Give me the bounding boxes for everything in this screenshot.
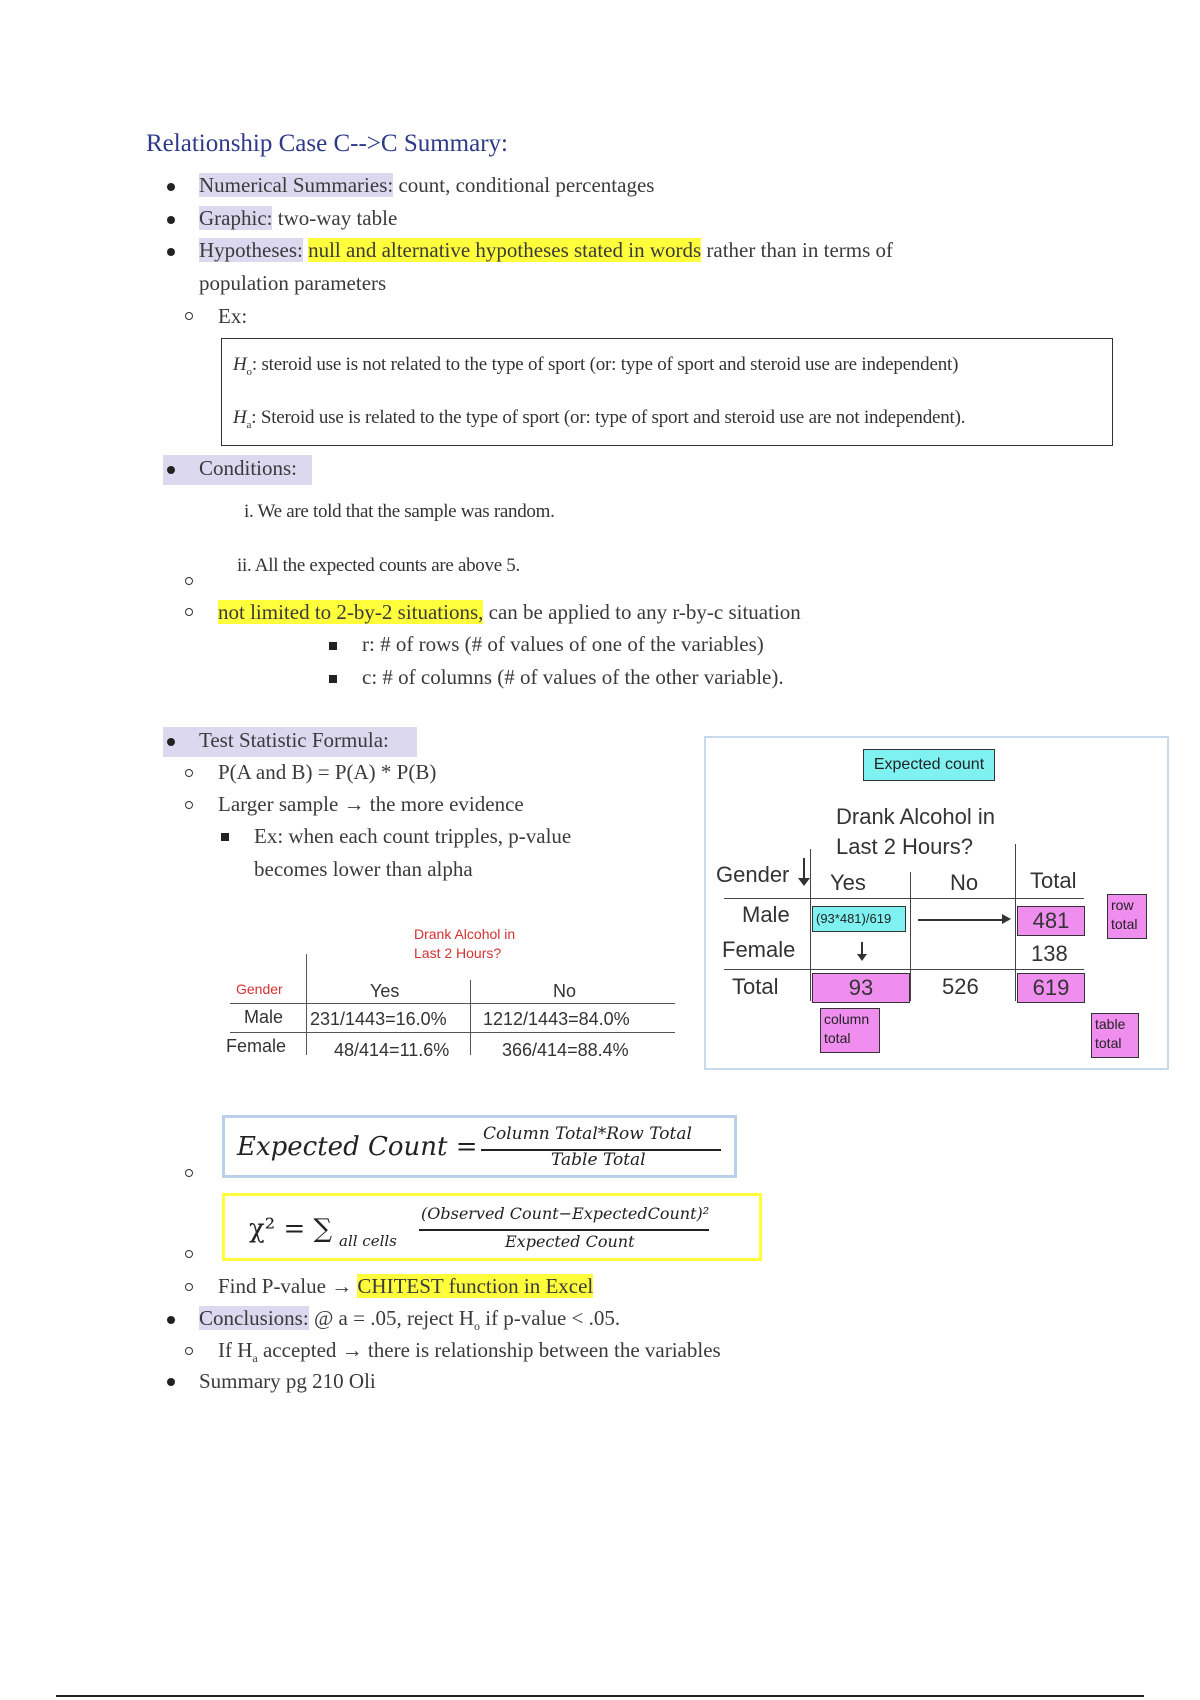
numerical-summaries-label: Numerical Summaries: bbox=[199, 173, 394, 197]
pvalue-highlight: CHITEST function in Excel bbox=[357, 1274, 594, 1298]
figure-header-yes: Yes bbox=[830, 870, 866, 895]
down-arrow-icon bbox=[857, 954, 867, 961]
square-bullet-icon bbox=[329, 675, 337, 683]
condition-2: ii. All the expected counts are above 5. bbox=[237, 555, 520, 576]
accepted-text-2: accepted → there is relationship between the variables bbox=[257, 1338, 721, 1362]
fraction-bar bbox=[419, 1229, 709, 1231]
summary-reference: Summary pg 210 Oli bbox=[199, 1369, 376, 1393]
small-table-cell: 231/1443=16.0% bbox=[310, 1009, 447, 1029]
test-statistic-label: Test Statistic Formula: bbox=[199, 728, 389, 752]
conditional-percent-table bbox=[220, 920, 680, 1070]
small-table-col-title-2: Last 2 Hours? bbox=[414, 945, 502, 961]
chi-square-formula bbox=[222, 1193, 762, 1261]
larger-sample-note: Larger sample → the more evidence bbox=[218, 792, 524, 816]
hypotheses-text-continued: population parameters bbox=[199, 271, 387, 295]
hypotheses-text: rather than in terms of bbox=[701, 238, 894, 262]
square-bullet-icon bbox=[329, 642, 337, 650]
expected-figure-title-2: Last 2 Hours? bbox=[836, 834, 973, 859]
h0-text: : steroid use is not related to the type of sport (or: type of sport and steroid use are independent) bbox=[251, 354, 959, 375]
bullet-icon bbox=[167, 738, 175, 746]
numerical-summaries-item bbox=[199, 173, 654, 198]
hypotheses-item bbox=[199, 238, 893, 263]
chi-square-lhs: χ² = ∑ bbox=[249, 1214, 333, 1244]
small-table-vline bbox=[470, 980, 471, 1055]
right-arrow-icon bbox=[1002, 914, 1011, 924]
tripple-example-line-1: Ex: when each count tripples, p-value bbox=[254, 824, 572, 848]
right-arrow-icon bbox=[918, 919, 1004, 921]
bullet-icon bbox=[167, 1378, 175, 1386]
pvalue-text: Find P-value → bbox=[218, 1274, 358, 1298]
expected-figure-title bbox=[836, 802, 995, 862]
hypotheses-box bbox=[221, 338, 1113, 446]
circle-bullet-icon bbox=[185, 608, 193, 616]
null-hypothesis bbox=[233, 354, 958, 378]
expected-formula-numerator: Column Total*Row Total bbox=[483, 1124, 692, 1144]
hypotheses-label: Hypotheses: bbox=[199, 238, 303, 262]
small-table-row-male: Male bbox=[244, 1007, 284, 1027]
r-by-c-highlight: not limited to 2-by-2 situations, bbox=[218, 600, 484, 624]
circle-bullet-icon bbox=[185, 1250, 193, 1258]
h0-subscript: o bbox=[246, 365, 252, 378]
conclusions-item bbox=[199, 1306, 620, 1334]
ha-symbol: H bbox=[233, 407, 247, 428]
tripple-example-line-2: becomes lower than alpha bbox=[254, 857, 473, 881]
circle-bullet-icon bbox=[185, 801, 193, 809]
small-table-vline bbox=[306, 954, 307, 1055]
graphic-item bbox=[199, 206, 397, 231]
circle-bullet-icon bbox=[185, 1283, 193, 1291]
alternative-hypothesis bbox=[233, 407, 965, 431]
graphic-text: two-way table bbox=[272, 206, 398, 230]
figure-vline bbox=[910, 872, 911, 1001]
graphic-label: Graphic: bbox=[199, 206, 273, 230]
figure-row-female: Female bbox=[722, 937, 796, 962]
circle-bullet-icon bbox=[185, 312, 193, 320]
down-arrow-icon bbox=[798, 878, 810, 886]
expected-count-badge: Expected count bbox=[863, 749, 995, 781]
bullet-icon bbox=[167, 248, 175, 256]
small-table-header-yes: Yes bbox=[370, 981, 400, 1001]
condition-1: i. We are told that the sample was random. bbox=[244, 501, 555, 522]
expected-count-figure bbox=[704, 736, 1169, 1070]
rows-definition: r: # of rows (# of values of one of the variables) bbox=[362, 632, 764, 656]
expected-figure-title-1: Drank Alcohol in bbox=[836, 804, 995, 829]
small-table-cell: 48/414=11.6% bbox=[334, 1040, 450, 1060]
small-table-row-title: Gender bbox=[236, 981, 283, 997]
h0-symbol: H bbox=[233, 354, 247, 375]
no-column-total-cell: 526 bbox=[942, 974, 979, 999]
chi-square-sum-subscript: all cells bbox=[339, 1232, 397, 1250]
conclusions-text-2: if p-value < .05. bbox=[479, 1306, 621, 1330]
circle-bullet-icon bbox=[185, 769, 193, 777]
expected-formula-denominator: Table Total bbox=[551, 1150, 646, 1170]
circle-bullet-icon bbox=[185, 1169, 193, 1177]
pvalue-item bbox=[218, 1274, 593, 1299]
figure-header-total: Total bbox=[1030, 868, 1077, 893]
figure-header-no: No bbox=[950, 870, 979, 895]
male-expected-cell: (93*481)/619 bbox=[812, 906, 906, 932]
expected-figure-row-title: Gender bbox=[716, 862, 790, 887]
accepted-item bbox=[218, 1338, 721, 1366]
bullet-icon bbox=[167, 183, 175, 191]
figure-vline bbox=[1015, 844, 1016, 1001]
figure-row-male: Male bbox=[742, 902, 790, 927]
grand-total-cell: 619 bbox=[1017, 973, 1085, 1003]
small-table-cell: 1212/1443=84.0% bbox=[483, 1009, 630, 1029]
small-table-cell: 366/414=88.4% bbox=[502, 1040, 629, 1060]
columns-definition: c: # of columns (# of values of the other variable). bbox=[362, 665, 784, 689]
small-table-hline bbox=[230, 1003, 675, 1004]
square-bullet-icon bbox=[221, 833, 229, 841]
conditions-label: Conditions: bbox=[199, 456, 298, 480]
expected-count-formula bbox=[222, 1115, 737, 1178]
r-by-c-item bbox=[218, 600, 801, 625]
female-total-cell: 138 bbox=[1031, 941, 1068, 966]
conclusions-label: Conclusions: bbox=[199, 1306, 309, 1330]
figure-row-total: Total bbox=[732, 974, 779, 999]
bullet-icon bbox=[167, 1316, 175, 1324]
figure-hline bbox=[724, 898, 1084, 899]
ha-subscript: a bbox=[246, 418, 252, 431]
row-total-tag: row total bbox=[1107, 894, 1147, 939]
male-total-cell: 481 bbox=[1017, 906, 1085, 936]
page-title: Relationship Case C-->C Summary: bbox=[146, 130, 508, 157]
bottom-rule bbox=[56, 1695, 1144, 1697]
small-table-col-title bbox=[414, 925, 515, 963]
r-by-c-text: can be applied to any r-by-c situation bbox=[483, 600, 801, 624]
circle-bullet-icon bbox=[185, 577, 193, 585]
circle-bullet-icon bbox=[185, 1347, 193, 1355]
chi-square-denominator: Expected Count bbox=[505, 1232, 635, 1251]
independence-rule: P(A and B) = P(A) * P(B) bbox=[218, 760, 437, 784]
column-total-tag: column total bbox=[820, 1008, 880, 1053]
accepted-text-1: If H bbox=[218, 1338, 253, 1362]
conclusions-text: @ a = .05, reject H bbox=[308, 1306, 474, 1330]
figure-vline bbox=[810, 849, 811, 1001]
yes-column-total-cell: 93 bbox=[812, 973, 910, 1003]
accepted-subscript: a bbox=[252, 1351, 258, 1366]
small-table-header-no: No bbox=[553, 981, 577, 1001]
chi-square-numerator: (Observed Count−ExpectedCount)² bbox=[421, 1204, 710, 1223]
conclusions-subscript: o bbox=[473, 1319, 480, 1334]
small-table-row-female: Female bbox=[226, 1036, 287, 1056]
small-table-hline bbox=[230, 1032, 675, 1033]
example-label: Ex: bbox=[218, 304, 248, 328]
small-table-col-title-1: Drank Alcohol in bbox=[414, 926, 516, 942]
bullet-icon bbox=[167, 216, 175, 224]
ha-text: : Steroid use is related to the type of sport (or: type of sport and steroid use are not independent). bbox=[251, 407, 966, 428]
numerical-summaries-text: count, conditional percentages bbox=[393, 173, 655, 197]
table-total-tag: table total bbox=[1091, 1013, 1139, 1058]
bullet-icon bbox=[167, 466, 175, 474]
figure-hline bbox=[724, 969, 1084, 970]
hypotheses-highlight: null and alternative hypotheses stated in words bbox=[308, 238, 702, 262]
expected-formula-lhs: Expected Count = bbox=[237, 1132, 478, 1162]
